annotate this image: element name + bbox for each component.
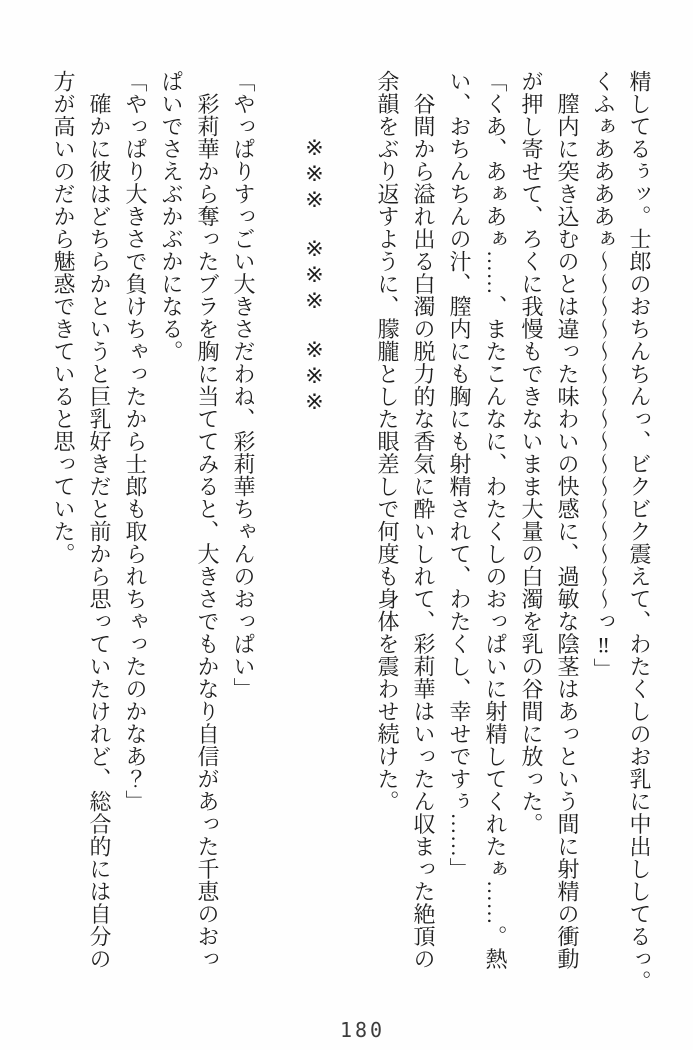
text-line: い、おちんちんの汁、膣内にも胸にも射精されて、わたくし、幸せですぅ……」 bbox=[447, 70, 472, 880]
text-line: 方が高いのだから魅惑できていると思っていた。 bbox=[51, 70, 76, 565]
blank-line bbox=[333, 70, 369, 995]
text-line: くふぁああああぁ〜〜〜〜〜〜〜〜〜〜〜〜〜〜〜〜っ‼」 bbox=[591, 70, 616, 681]
blank-line bbox=[261, 70, 297, 995]
scene-break-line: ※※※ ※※※ ※※※ bbox=[303, 136, 328, 416]
text-line: 余韻をぶり返すように、朦朧とした眼差しで何度も身体を震わせ続けた。 bbox=[375, 70, 400, 813]
vertical-text-block bbox=[45, 70, 657, 995]
text-line: 精してるぅッ。士郎のおちんちんっ、ビクビク震えて、わたくしのお乳に中出ししてるっ。 bbox=[627, 70, 652, 993]
text-line: 「やっぱり大きさで負けちゃったから士郎も取られちゃったのかなあ？」 bbox=[123, 70, 148, 813]
text-line: 膣内に突き込むのとは違った味わいの快感に、過敏な陰茎はあっという間に射精の衝動 bbox=[555, 70, 580, 970]
page-number: 180 bbox=[339, 1018, 386, 1042]
text-line: 彩莉華から奪ったブラを胸に当ててみると、大きさでもかなり自信があった千恵のおっ bbox=[195, 70, 220, 970]
text-line: ぱいでさえぶかぶかになる。 bbox=[159, 70, 184, 363]
text-line: 「くあ、あぁあぁ……、またこんなに、わたくしのおっぱいに射精してくれたぁ……。熱 bbox=[483, 70, 508, 970]
text-line: 「やっぱりすっごい大きさだわね、彩莉華ちゃんのおっぱい」 bbox=[231, 70, 256, 700]
text-line: 確かに彼はどちらかというと巨乳好きだと前から思っていたけれど、総合的には自分の bbox=[87, 70, 112, 970]
text-line: が押し寄せて、ろくに我慢もできないまま大量の白濁を乳の谷間に放った。 bbox=[519, 70, 544, 835]
text-line: 谷間から溢れ出る白濁の脱力的な香気に酔いしれて、彩莉華はいったん収まった絶頂の bbox=[411, 70, 436, 970]
